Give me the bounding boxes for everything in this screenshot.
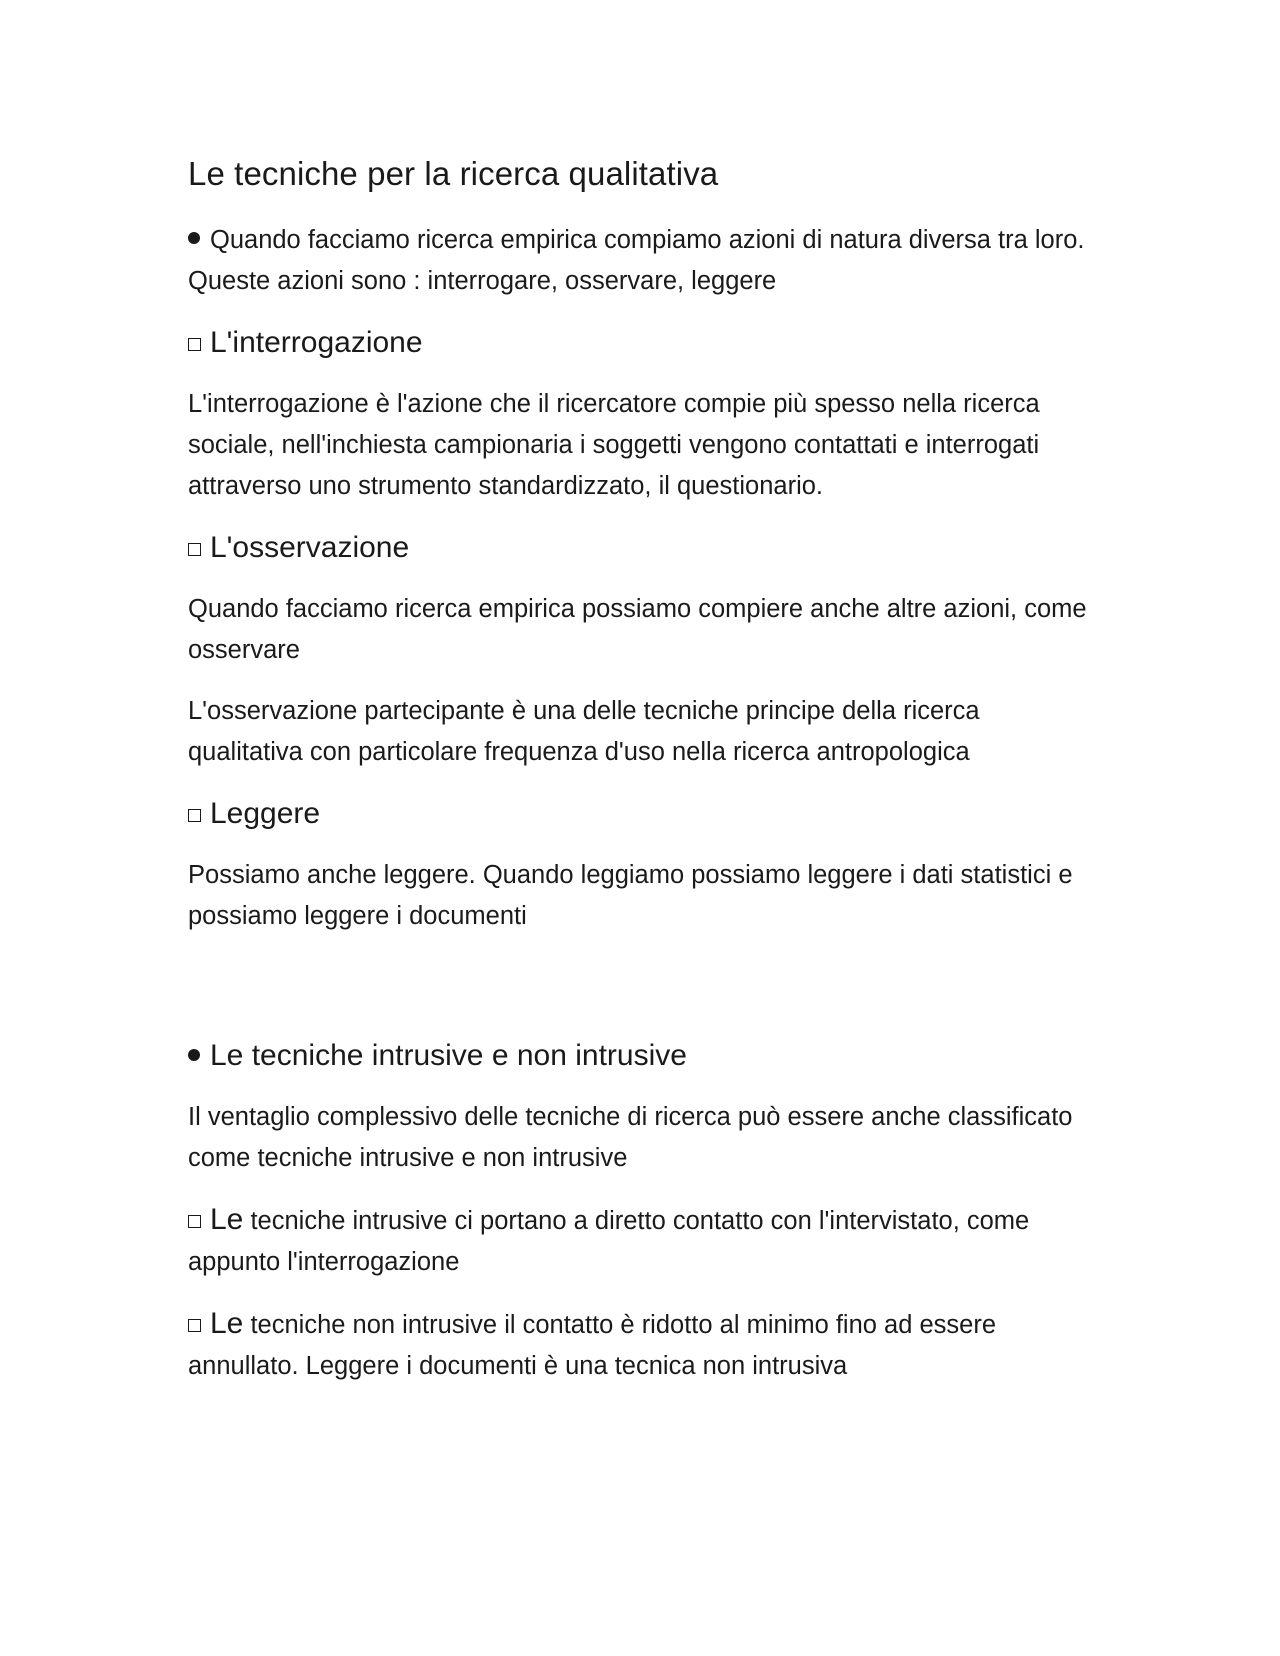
section-heading-leggere: Leggere — [188, 793, 1088, 835]
checkbox-square-icon — [188, 543, 201, 556]
intrusive-paragraph: Il ventaglio complessivo delle tecniche di ricerca può essere anche classificato come tecniche intrusive e non intrusive — [188, 1103, 1073, 1172]
section-heading-osservazione: L'osservazione — [188, 527, 1088, 569]
intro-text: Quando facciamo ricerca empirica compiamo azioni di natura diversa tra loro. Queste azioni sono : interrogare, osservare, leggere — [188, 226, 1085, 295]
document-title: Le tecniche per la ricerca qualitativa — [188, 155, 719, 192]
section-paragraph: Possiamo anche leggere. Quando leggiamo possiamo leggere i dati statistici e possiamo leggere i documenti — [188, 861, 1073, 930]
blank-spacer — [188, 957, 1088, 1035]
intro-paragraph — [188, 220, 1088, 302]
section-heading-interrogazione: L'interrogazione — [188, 322, 1088, 364]
checkbox-square-icon — [188, 809, 201, 822]
section-heading-intrusive: Le tecniche intrusive e non intrusive — [188, 1035, 1088, 1077]
non-intrusive-item: Le tecniche non intrusive il contatto è ridotto al minimo fino ad essere annullato. Leggere i documenti è una tecnica non intrusiva — [188, 1307, 997, 1380]
intrusive-item: Le tecniche intrusive ci portano a diretto contatto con l'intervistato, come appunto l'interrogazione — [188, 1203, 1030, 1276]
document-page — [188, 150, 1088, 1407]
section-paragraph: L'interrogazione è l'azione che il ricercatore compie più spesso nella ricerca sociale, nell'inchiesta campionaria i soggetti vengono contattati e interrogati attraverso uno strumento standardizzato, il questionario. — [188, 390, 1040, 500]
bullet-icon — [188, 232, 200, 244]
section-paragraph: Quando facciamo ricerca empirica possiamo compiere anche altre azioni, come osservare — [188, 595, 1087, 664]
section-paragraph: L'osservazione partecipante è una delle tecniche principe della ricerca qualitativa con particolare frequenza d'uso nella ricerca antropologica — [188, 697, 980, 766]
checkbox-square-icon — [188, 1319, 201, 1332]
checkbox-square-icon — [188, 338, 201, 351]
checkbox-square-icon — [188, 1215, 201, 1228]
bullet-icon — [188, 1049, 200, 1061]
